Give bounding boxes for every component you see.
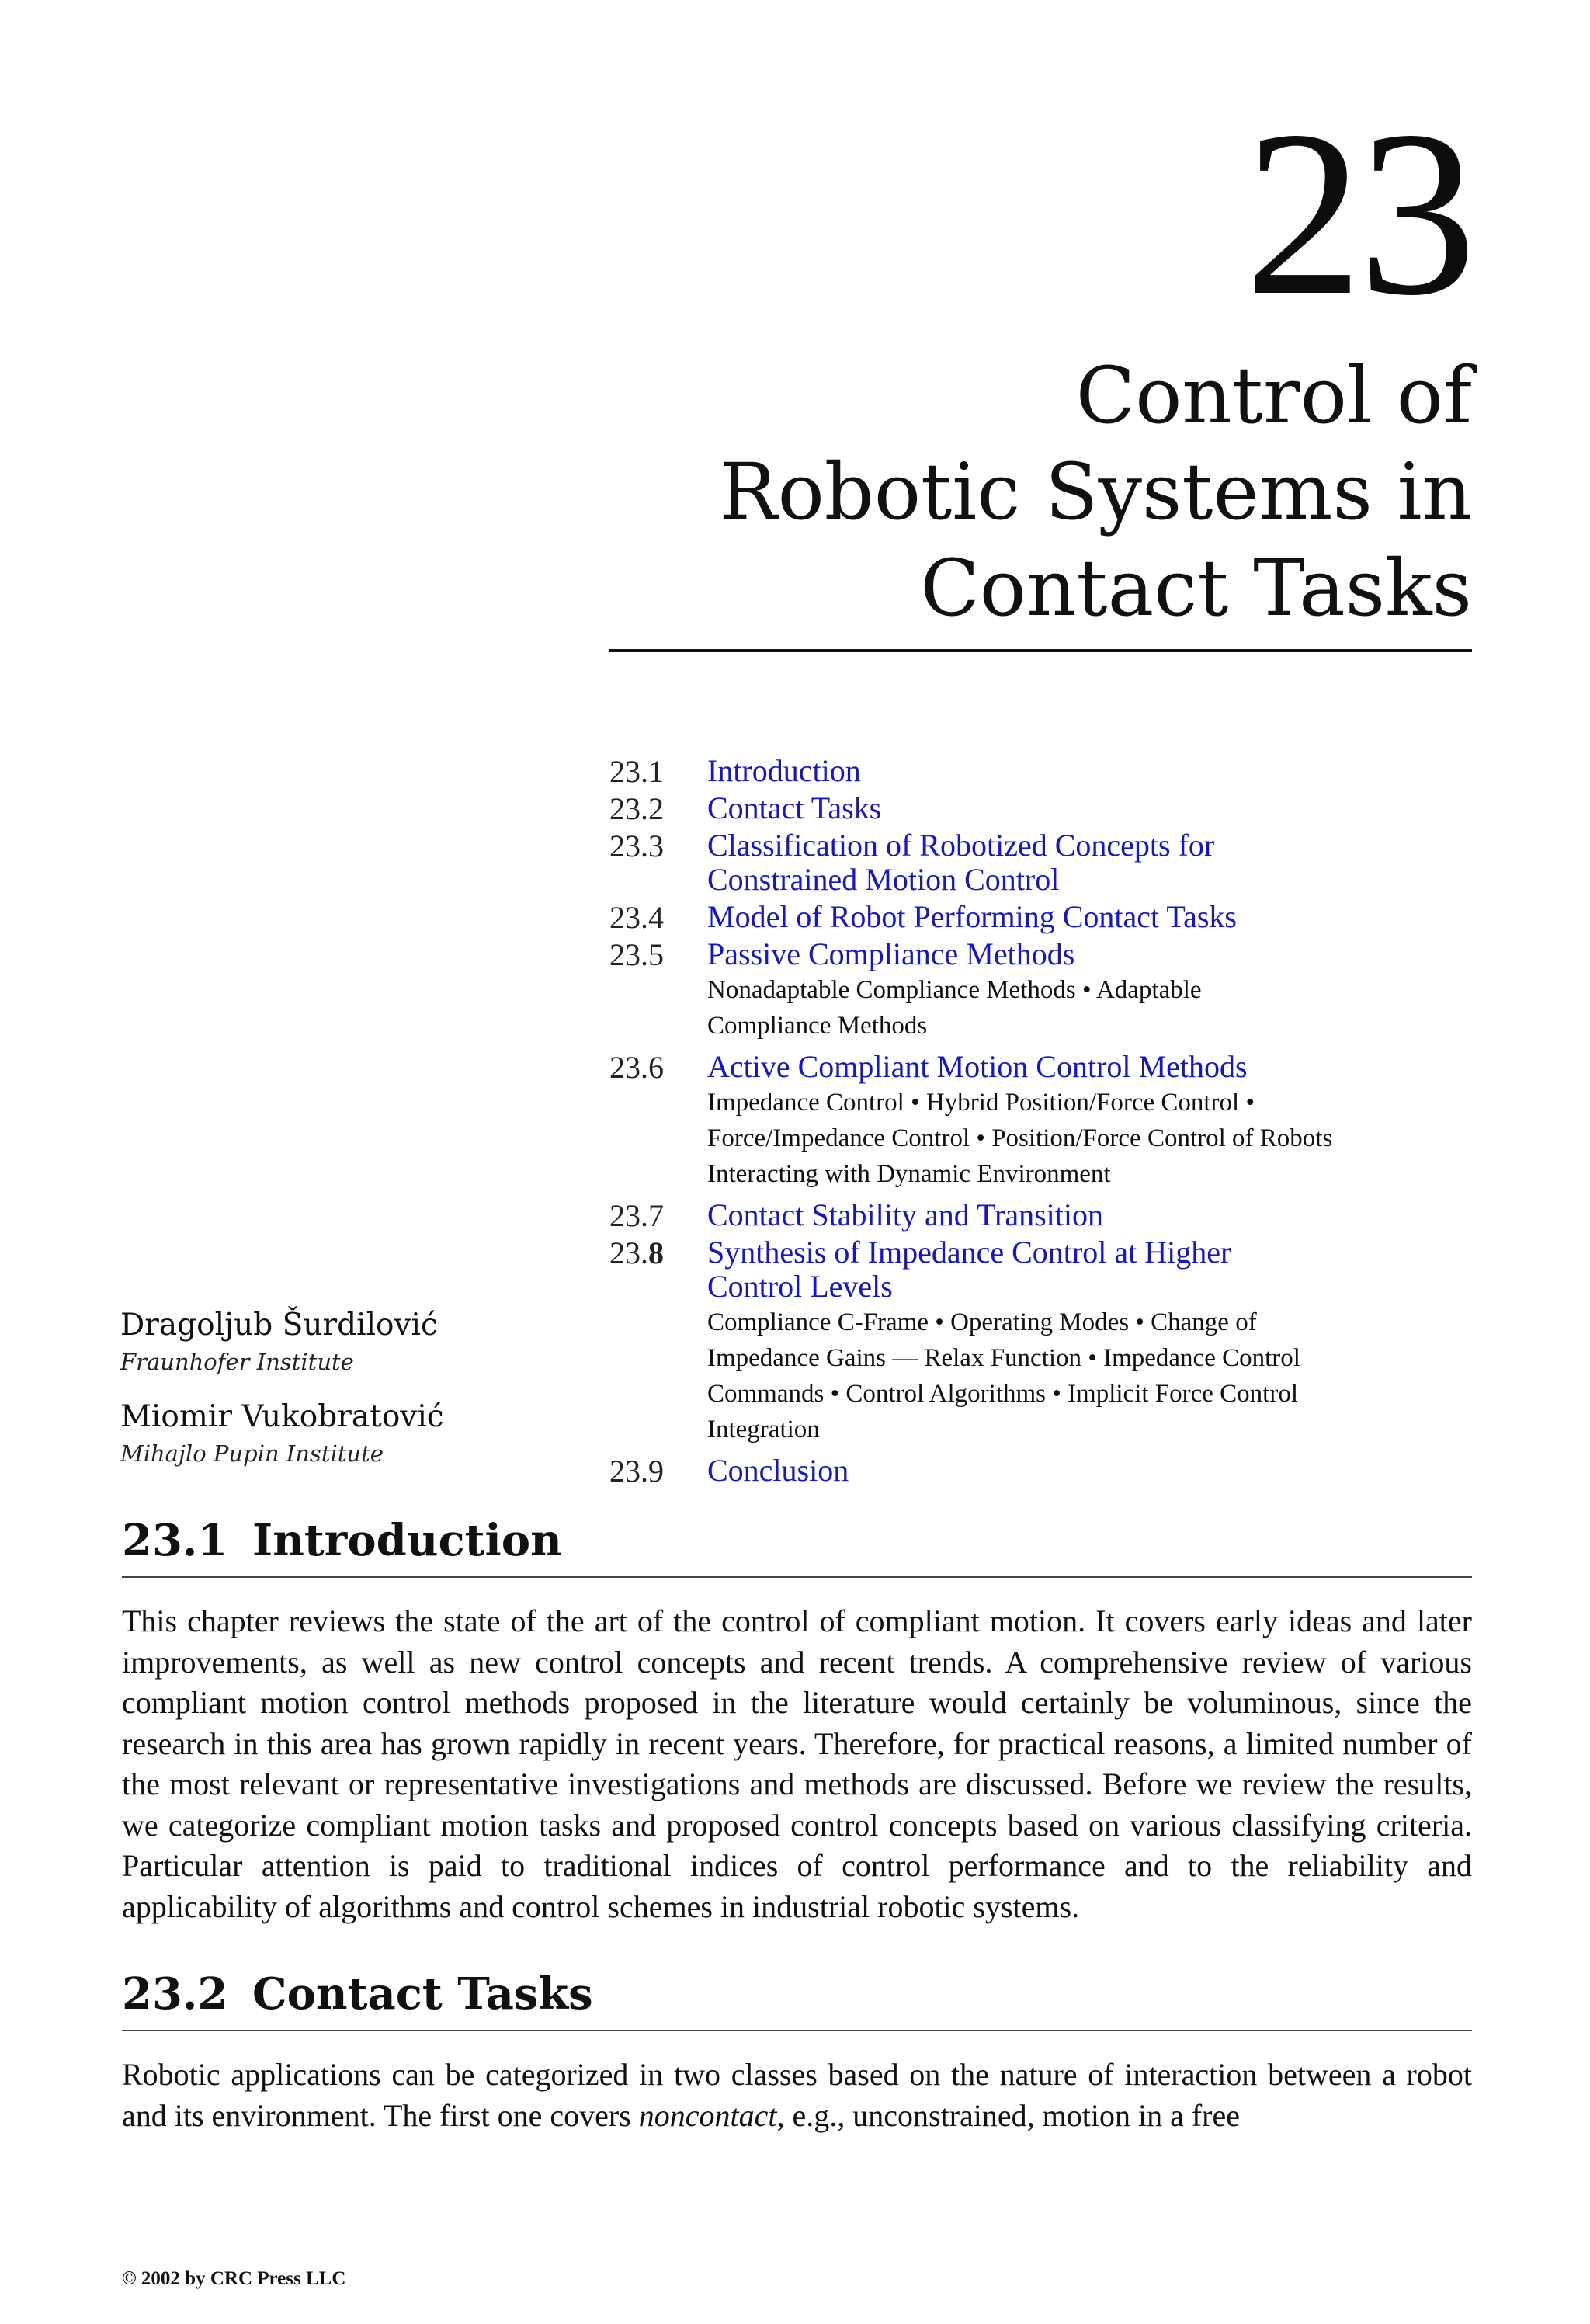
toc-number: 23.2	[609, 791, 664, 826]
toc-number: 23.7	[609, 1198, 664, 1233]
author-name: Miomir Vukobratović	[120, 1399, 444, 1434]
copyright-footer: © 2002 by CRC Press LLC	[122, 2268, 346, 2289]
toc-subtopics: Compliance C-Frame • Operating Modes • Change of Impedance Gains — Relax Function • Impedance Control Commands • Control Algorithms • Implicit Force Control Integration	[707, 1308, 1300, 1443]
toc-entry	[609, 1235, 1472, 1450]
toc-entry	[609, 791, 1472, 825]
body-text-run: , e.g., unconstrained, motion in a free	[776, 2097, 1240, 2133]
chapter-title-line: Control of	[1075, 350, 1472, 441]
toc-number: 23.6	[609, 1050, 664, 1085]
section-rule	[122, 1576, 1472, 1578]
chapter-title-line: Robotic Systems in	[719, 446, 1472, 537]
author-affiliation: Mihajlo Pupin Institute	[120, 1440, 384, 1467]
body-text-italic: noncontact	[638, 2097, 777, 2133]
section-rule	[122, 2030, 1472, 2031]
section-number: 23.1	[122, 1515, 228, 1566]
toc-entry	[609, 754, 1472, 788]
toc-number: 23.5	[609, 937, 664, 972]
toc-link-passive-compliance[interactable]: Passive Compliance Methods	[707, 936, 1075, 971]
toc-link-classification[interactable]: Classification of Robotized Concepts for Constrained Motion Control	[707, 828, 1215, 897]
chapter-toc	[609, 754, 1472, 1491]
section-body: This chapter reviews the state of the art of the control of compliant motion. It covers early ideas and later improvements, as well as new control concepts and recent trends. A comprehensive review of various compliant motion control methods proposed in the literature would certainly be voluminous, since the research in this area has grown rapidly in recent years. Therefore, for practical reasons, a limited number of the most relevant or representative investigations and methods are discussed. Before we review the results, we categorize compliant motion tasks and proposed control concepts based on various classifying criteria. Particular attention is paid to traditional indices of control performance and to the reliability and applicability of algorithms and control schemes in industrial robotic systems.	[122, 1603, 1472, 1924]
author-name: Dragoljub Šurdilović	[120, 1308, 438, 1343]
toc-number: 23.3	[609, 829, 664, 863]
toc-number: 23.4	[609, 900, 664, 935]
toc-number: 23.8	[609, 1235, 664, 1270]
toc-link-active-compliant[interactable]: Active Compliant Motion Control Methods	[707, 1049, 1248, 1084]
section-title: Introduction	[252, 1515, 562, 1566]
toc-link-conclusion[interactable]: Conclusion	[707, 1453, 849, 1488]
toc-entry	[609, 829, 1472, 897]
section-heading	[122, 1968, 1472, 2020]
body-text-run: Robotic applications can be categorized in two classes based on the nature of interaction between a robot and its environment. The first one covers	[122, 2057, 1472, 2133]
toc-entry	[609, 900, 1472, 934]
toc-entry	[609, 1454, 1472, 1488]
toc-number: 23.1	[609, 754, 664, 789]
section-title: Contact Tasks	[252, 1968, 593, 2020]
author-list	[120, 1304, 586, 1488]
toc-entry	[609, 1050, 1472, 1195]
toc-subtopics: Nonadaptable Compliance Methods • Adaptable Compliance Methods	[707, 976, 1202, 1040]
section-body	[122, 2055, 1472, 2136]
toc-link-contact-stability[interactable]: Contact Stability and Transition	[707, 1197, 1104, 1232]
toc-subtopics: Impedance Control • Hybrid Position/Force Control • Force/Impedance Control • Position/Force Control of Robots Interacting with Dynamic Environment	[707, 1089, 1333, 1188]
title-rule	[609, 649, 1472, 652]
toc-entry	[609, 1198, 1472, 1232]
section-heading	[122, 1515, 1472, 1566]
author-affiliation: Fraunhofer Institute	[120, 1349, 354, 1375]
toc-link-model-of-robot[interactable]: Model of Robot Performing Contact Tasks	[707, 899, 1237, 934]
section-number: 23.2	[122, 1968, 228, 2020]
toc-link-introduction[interactable]: Introduction	[707, 753, 861, 788]
toc-entry	[609, 937, 1472, 1047]
toc-link-contact-tasks[interactable]: Contact Tasks	[707, 790, 882, 825]
chapter-title-line: Contact Tasks	[920, 543, 1472, 634]
chapter-number: 23	[1245, 82, 1472, 344]
toc-number: 23.9	[609, 1454, 664, 1489]
chapter-title	[540, 348, 1472, 637]
toc-link-synthesis-impedance[interactable]: Synthesis of Impedance Control at Higher Control Levels	[707, 1235, 1231, 1304]
